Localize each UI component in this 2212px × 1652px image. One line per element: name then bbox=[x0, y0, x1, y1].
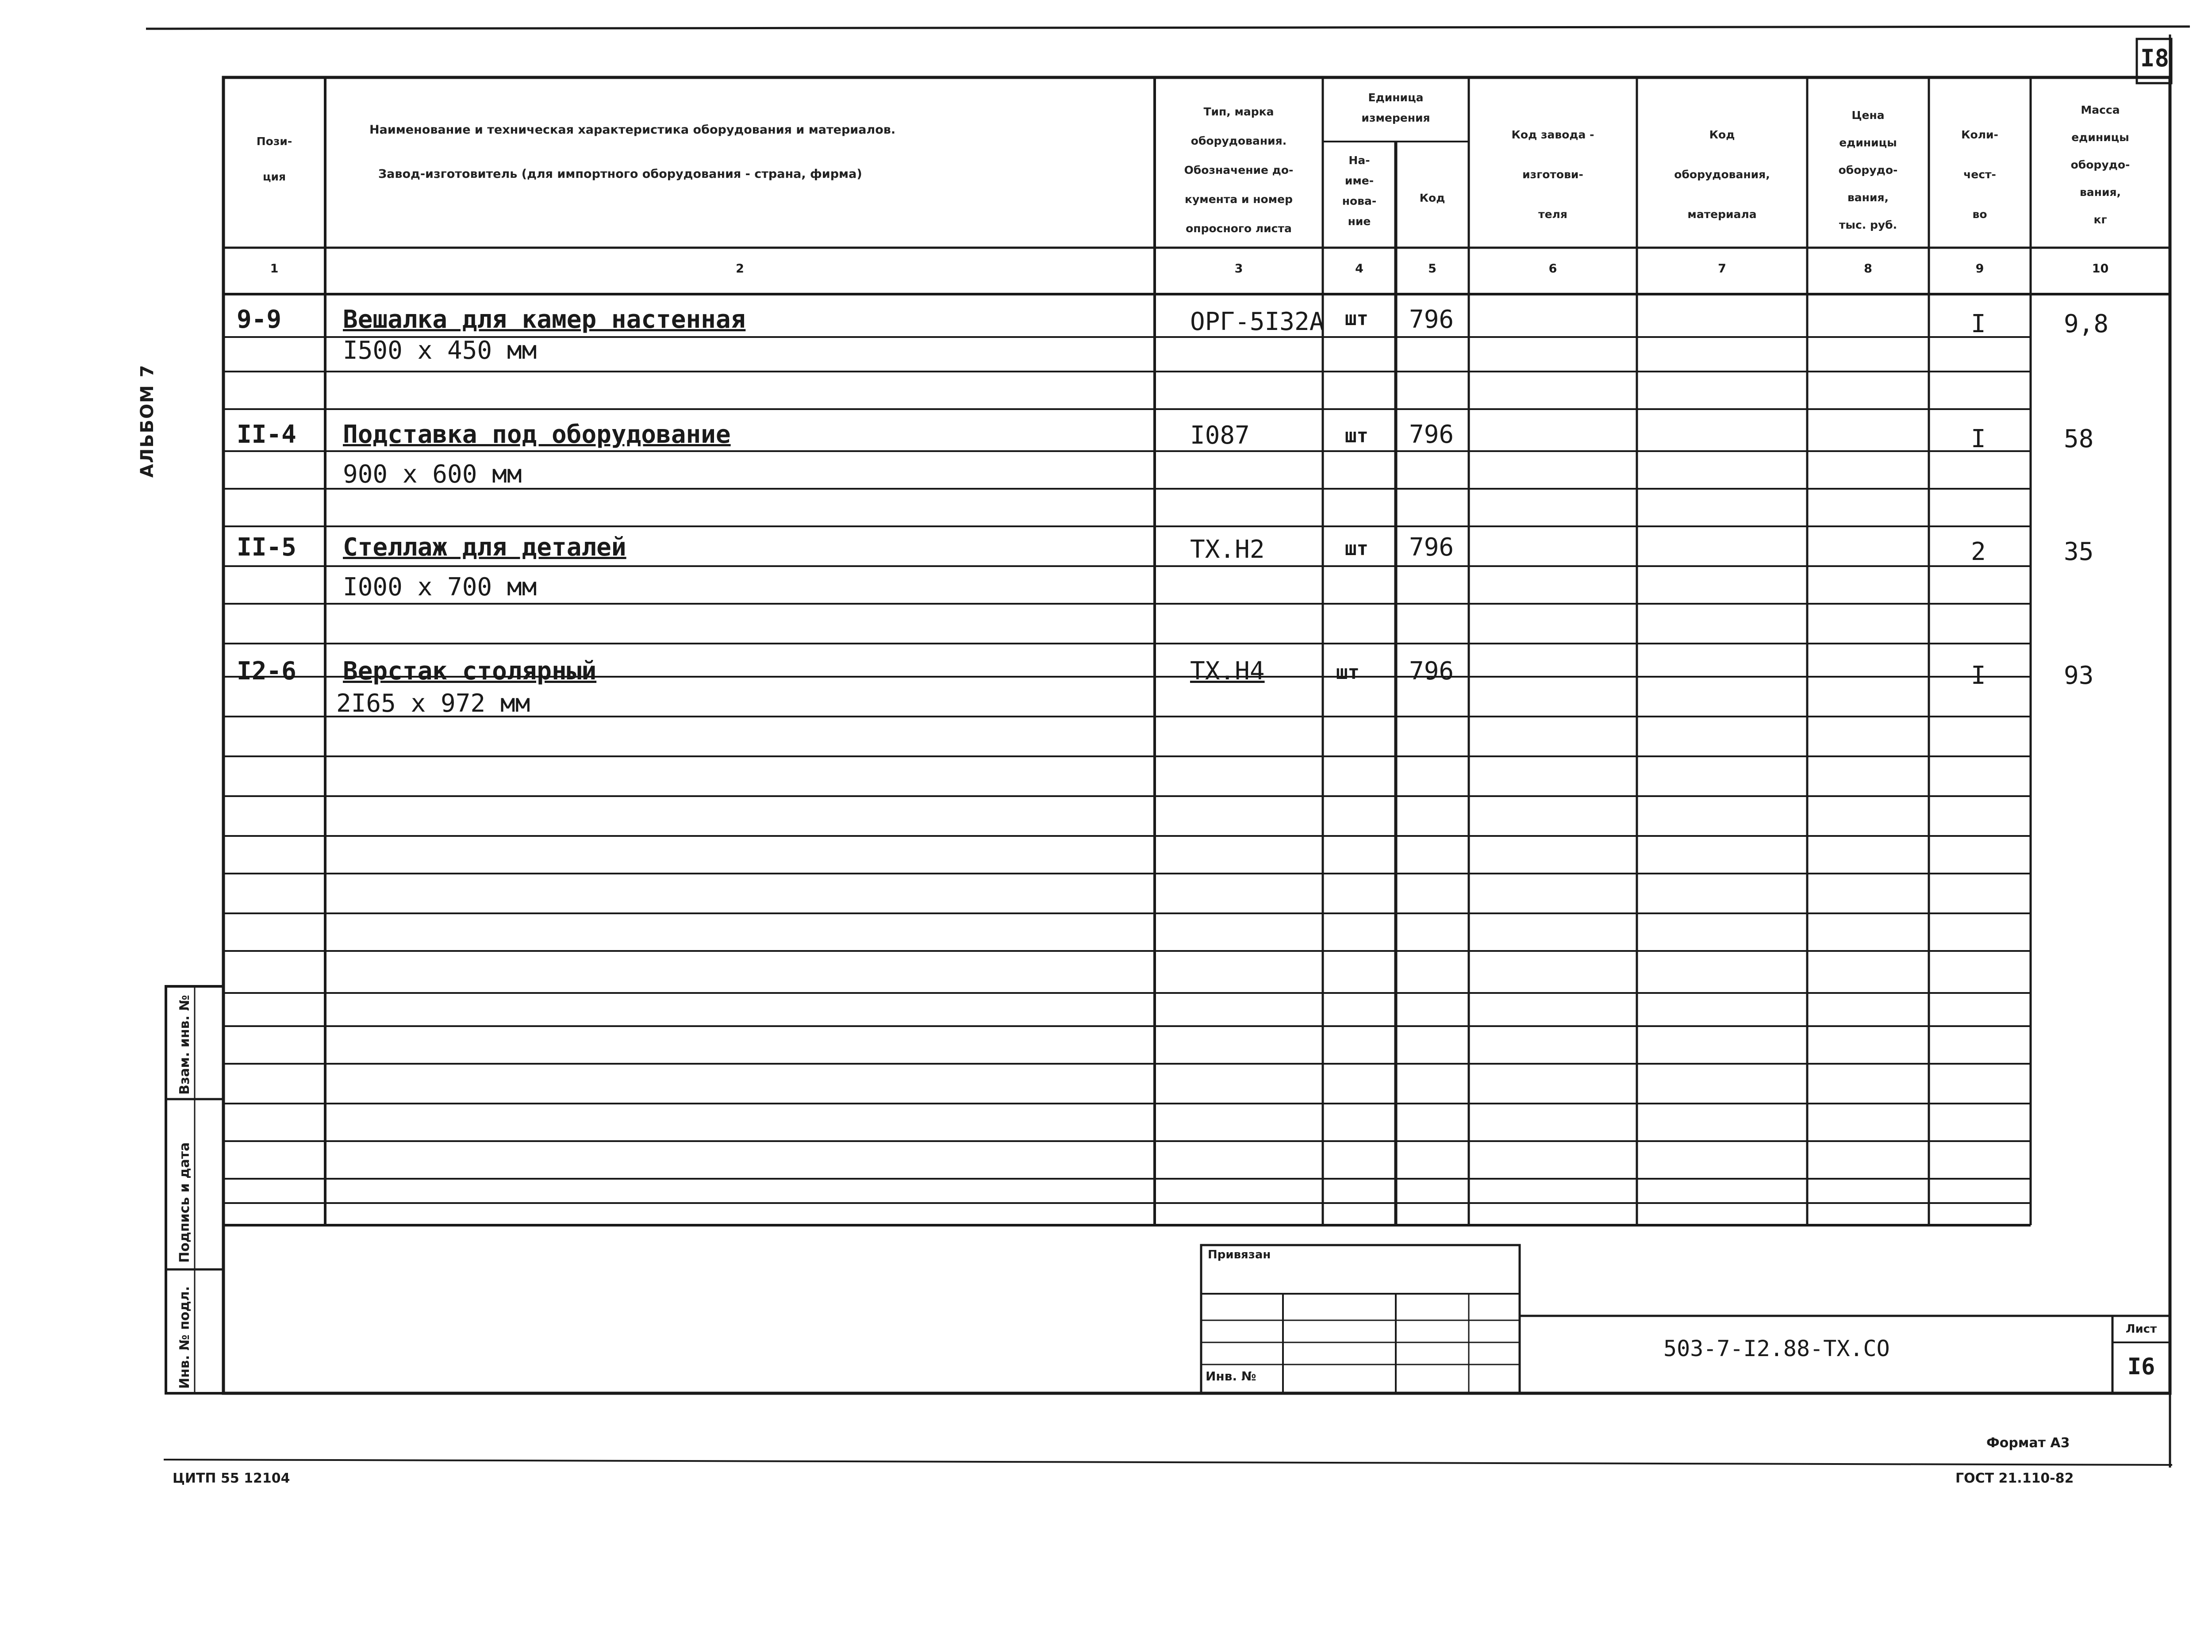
stamp-vzam-inv-no: Взам. инв. № bbox=[177, 995, 192, 1095]
colnum-7: 7 bbox=[1718, 262, 1726, 276]
colnum-9: 9 bbox=[1975, 262, 1984, 276]
row2-code: 796 bbox=[1409, 420, 1454, 449]
stamp-signature-date: Подпись и дата bbox=[177, 1142, 192, 1263]
row2-position: II-4 bbox=[237, 420, 296, 449]
row1-size: I500 x 450 мм bbox=[343, 336, 537, 365]
row3-type: ТХ.Н2 bbox=[1190, 535, 1265, 564]
row3-name: Стеллаж для деталей bbox=[343, 533, 626, 562]
header-equipment-code: Код оборудования, материала bbox=[1674, 128, 1770, 221]
header-price: Цена единицы оборудо- вания, тыс. руб. bbox=[1838, 109, 1898, 231]
row1-unit: шт bbox=[1345, 307, 1368, 330]
row1-mass: 9,8 bbox=[2064, 310, 2109, 338]
title-list-number: I6 bbox=[2127, 1353, 2155, 1380]
row3-unit: шт bbox=[1345, 537, 1368, 560]
row3-qty: 2 bbox=[1971, 537, 1986, 566]
row1-code: 796 bbox=[1409, 305, 1454, 334]
row4-name: Верстак столярный bbox=[343, 657, 597, 686]
row2-type: I087 bbox=[1190, 421, 1250, 450]
row1-name: Вешалка для камер настенная bbox=[343, 305, 746, 334]
row2-size: 900 x 600 мм bbox=[343, 460, 522, 489]
row1-qty: I bbox=[1971, 310, 1986, 338]
row4-qty: I bbox=[1971, 661, 1986, 690]
row3-position: II-5 bbox=[237, 533, 296, 562]
sheet-corner-number: I8 bbox=[2140, 44, 2170, 72]
header-quantity: Коли- чест- во bbox=[1961, 128, 1998, 221]
row4-position: I2-6 bbox=[237, 657, 296, 686]
row3-code: 796 bbox=[1409, 533, 1454, 562]
colnum-5: 5 bbox=[1428, 262, 1436, 276]
colnum-10: 10 bbox=[2092, 262, 2109, 276]
header-name-line1: Наименование и техническая характеристика оборудования и материалов. bbox=[369, 123, 896, 137]
gost-label: ГОСТ 21.110-82 bbox=[1955, 1471, 2074, 1486]
colnum-6: 6 bbox=[1548, 262, 1557, 276]
row4-mass: 93 bbox=[2064, 661, 2094, 690]
format-label: Формат А3 bbox=[1986, 1435, 2070, 1451]
row2-unit: шт bbox=[1345, 425, 1368, 447]
row3-size: I000 x 700 мм bbox=[343, 573, 537, 602]
header-factory-code: Код завода - изготови- теля bbox=[1511, 128, 1594, 221]
header-type: Тип, марка оборудования. Обозначение до- кумента и номер опросного листа bbox=[1184, 105, 1294, 235]
row3-mass: 35 bbox=[2064, 537, 2094, 566]
row4-size: 2I65 x 972 мм bbox=[336, 689, 530, 718]
row4-unit: шт bbox=[1336, 661, 1359, 684]
row2-name: Подставка под оборудование bbox=[343, 420, 731, 449]
colnum-2: 2 bbox=[736, 262, 744, 276]
colnum-1: 1 bbox=[270, 262, 279, 276]
row1-position: 9-9 bbox=[237, 305, 282, 334]
header-mass: Масса единицы оборудо- вания, кг bbox=[2070, 103, 2130, 226]
bottom-left-code: ЦИТП 55 12104 bbox=[173, 1471, 290, 1486]
row4-type: ТХ.Н4 bbox=[1190, 657, 1265, 686]
title-list-label: Лист bbox=[2125, 1322, 2157, 1336]
header-unit-name: На- име- нова- ние bbox=[1342, 154, 1377, 228]
colnum-3: 3 bbox=[1234, 262, 1243, 276]
header-name-line2: Завод-изготовитель (для импортного оборудования - страна, фирма) bbox=[378, 167, 862, 181]
header-unit-code: Код bbox=[1419, 192, 1445, 204]
colnum-4: 4 bbox=[1355, 262, 1363, 276]
side-album-label: АЛЬБОМ 7 bbox=[137, 364, 157, 478]
colnum-8: 8 bbox=[1864, 262, 1872, 276]
header-unit-group: Единица измерения bbox=[1361, 91, 1430, 124]
row2-qty: I bbox=[1971, 425, 1986, 453]
row4-code: 796 bbox=[1409, 657, 1454, 686]
row2-mass: 58 bbox=[2064, 425, 2094, 453]
document-code: 503-7-I2.88-ТХ.СО bbox=[1663, 1336, 1890, 1361]
title-inv-no: Инв. № bbox=[1206, 1369, 1256, 1384]
row1-type: ОРГ-5I32А bbox=[1190, 307, 1325, 336]
title-privyazan: Привязан bbox=[1208, 1248, 1271, 1261]
header-position: Пози- ция bbox=[256, 135, 292, 183]
stamp-inv-no-podl: Инв. № подл. bbox=[177, 1286, 192, 1389]
